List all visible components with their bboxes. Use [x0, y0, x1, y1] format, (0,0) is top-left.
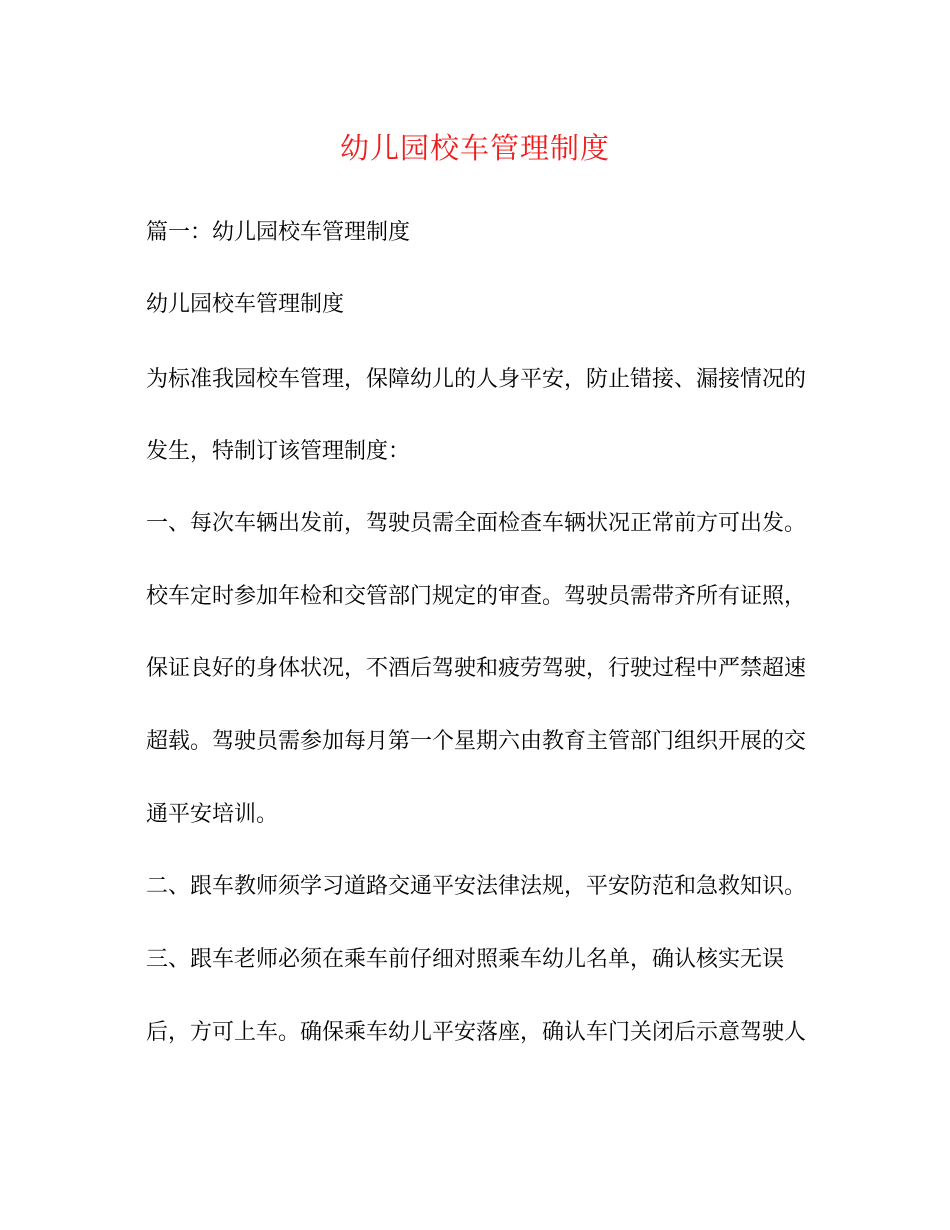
- paragraph-line: 通平安培训。: [146, 802, 279, 827]
- paragraph-line: 超载。驾驶员需参加每月第一个星期六由教育主管部门组织开展的交: [146, 729, 807, 754]
- paragraph-line: 二、跟车教师须学习道路交通平安法律法规，平安防范和急救知识。: [146, 874, 807, 899]
- paragraph-line: 校车定时参加年检和交管部门规定的审查。驾驶员需带齐所有证照，: [146, 584, 807, 609]
- paragraph-line: 后，方可上车。确保乘车幼儿平安落座，确认车门关闭后示意驾驶人: [146, 1020, 807, 1045]
- paragraph-line: 一、每次车辆出发前，驾驶员需全面检查车辆状况正常前方可出发。: [146, 511, 807, 536]
- section-heading: 篇一：幼儿园校车管理制度: [146, 220, 411, 245]
- paragraph-line: 为标准我园校车管理，保障幼儿的人身平安，防止错接、漏接情况的: [146, 367, 807, 392]
- paragraph-line: 发生，特制订该管理制度：: [146, 439, 411, 464]
- paragraph-line: 三、跟车老师必须在乘车前仔细对照乘车幼儿名单，确认核实无误: [146, 947, 785, 972]
- document-title: 幼儿园校车管理制度: [339, 131, 610, 165]
- subtitle: 幼儿园校车管理制度: [146, 292, 345, 317]
- paragraph-line: 保证良好的身体状况，不酒后驾驶和疲劳驾驶，行驶过程中严禁超速: [146, 656, 807, 681]
